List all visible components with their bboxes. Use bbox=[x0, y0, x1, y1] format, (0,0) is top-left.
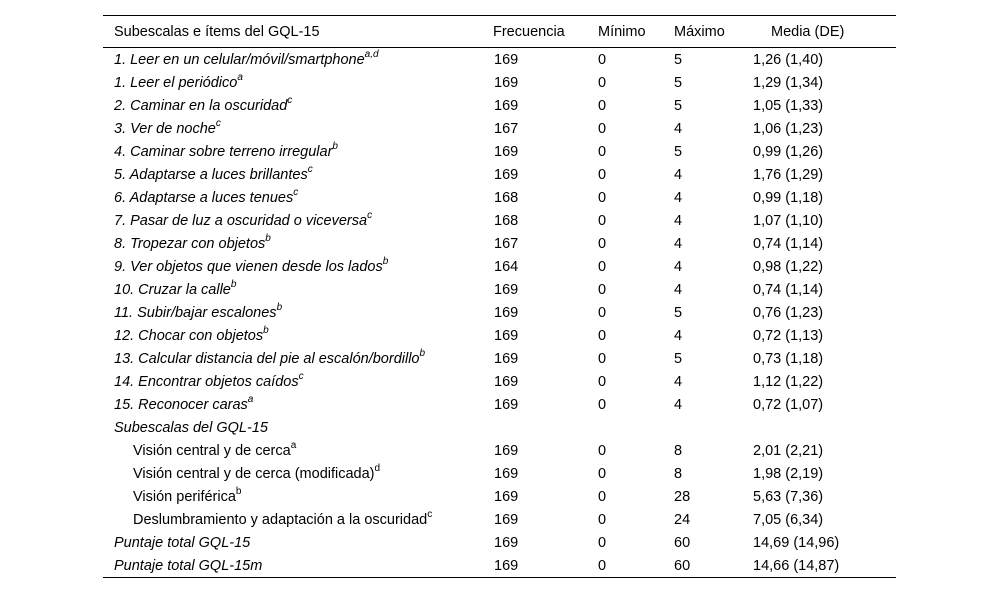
mean-sd-cell: 14,66 (14,87) bbox=[753, 554, 896, 578]
table-row bbox=[103, 48, 896, 72]
footnote-marker: c bbox=[287, 94, 293, 106]
table-row bbox=[103, 163, 896, 186]
table-row bbox=[103, 255, 896, 278]
max-cell: 28 bbox=[674, 488, 691, 505]
row-label-cell bbox=[103, 48, 491, 72]
mean-sd-cell: 0,73 (1,18) bbox=[753, 350, 824, 367]
min-cell: 0 bbox=[598, 327, 607, 344]
row-label-cell bbox=[103, 485, 491, 508]
mean-sd-cell: 0,74 (1,14) bbox=[753, 281, 824, 298]
min-cell: 0 bbox=[598, 120, 607, 137]
row-label: Visión central y de cerca (modificada) bbox=[133, 465, 375, 482]
row-label-cell bbox=[103, 324, 491, 347]
row-label: Visión central y de cerca bbox=[133, 442, 291, 459]
frequency-cell: 167 bbox=[494, 235, 519, 252]
max-cell: 5 bbox=[674, 51, 683, 68]
row-label-cell bbox=[103, 117, 491, 140]
max-cell: 24 bbox=[674, 511, 691, 528]
table-row bbox=[103, 140, 896, 163]
min-cell: 0 bbox=[598, 554, 674, 578]
mean-sd-cell: 1,05 (1,33) bbox=[753, 97, 824, 114]
table-row bbox=[103, 186, 896, 209]
mean-sd-cell: 1,98 (2,19) bbox=[753, 465, 824, 482]
frequency-cell: 169 bbox=[494, 281, 519, 298]
frequency-cell: 169 bbox=[491, 554, 598, 578]
frequency-cell: 167 bbox=[494, 120, 519, 137]
row-label: 15. Reconocer caras bbox=[114, 396, 248, 413]
min-cell: 0 bbox=[598, 465, 607, 482]
min-cell: 0 bbox=[598, 396, 607, 413]
table-row bbox=[103, 232, 896, 255]
row-label: 1. Leer el periódico bbox=[114, 74, 238, 91]
row-label-cell bbox=[103, 508, 491, 531]
min-cell: 0 bbox=[598, 235, 607, 252]
row-label-cell bbox=[103, 462, 491, 485]
mean-sd-cell bbox=[753, 416, 896, 439]
table-row bbox=[103, 393, 896, 416]
table-row bbox=[103, 209, 896, 232]
row-label-cell bbox=[103, 209, 491, 232]
footnote-marker: b bbox=[419, 347, 426, 359]
row-label: 9. Ver objetos que vienen desde los lados bbox=[114, 258, 383, 275]
footnote-marker: c bbox=[367, 209, 373, 221]
row-label-cell bbox=[103, 278, 491, 301]
frequency-cell: 169 bbox=[494, 396, 519, 413]
frequency-cell: 169 bbox=[494, 74, 519, 91]
row-label-cell bbox=[103, 255, 491, 278]
max-cell: 60 bbox=[674, 554, 753, 578]
table-row bbox=[103, 370, 896, 393]
frequency-cell: 169 bbox=[494, 465, 519, 482]
max-cell: 4 bbox=[674, 235, 683, 252]
max-cell: 5 bbox=[674, 350, 683, 367]
table-row bbox=[103, 278, 896, 301]
mean-sd-cell: 5,63 (7,36) bbox=[753, 488, 824, 505]
row-label: Visión periférica bbox=[133, 488, 236, 505]
footnote-marker: c bbox=[215, 117, 221, 129]
min-cell: 0 bbox=[598, 511, 607, 528]
min-cell: 0 bbox=[598, 304, 607, 321]
header-frequency: Frecuencia bbox=[491, 16, 598, 48]
table-body bbox=[103, 48, 896, 578]
mean-sd-cell: 7,05 (6,34) bbox=[753, 511, 824, 528]
header-max: Máximo bbox=[674, 16, 753, 48]
min-cell: 0 bbox=[598, 143, 607, 160]
table-row bbox=[103, 416, 896, 439]
footnote-marker: b bbox=[332, 140, 338, 152]
row-label: 3. Ver de noche bbox=[114, 120, 216, 137]
frequency-cell: 169 bbox=[494, 442, 519, 459]
table-row bbox=[103, 485, 896, 508]
row-label-cell bbox=[103, 347, 491, 370]
table-row bbox=[103, 117, 896, 140]
table-row bbox=[103, 94, 896, 117]
min-cell: 0 bbox=[598, 442, 607, 459]
footnote-marker: a bbox=[247, 393, 254, 405]
frequency-cell: 169 bbox=[494, 534, 519, 551]
row-label: 11. Subir/bajar escalones bbox=[114, 304, 277, 321]
table-row bbox=[103, 439, 896, 462]
frequency-cell: 169 bbox=[494, 166, 519, 183]
max-cell: 4 bbox=[674, 327, 683, 344]
mean-sd-cell: 1,76 (1,29) bbox=[753, 166, 824, 183]
min-cell: 0 bbox=[598, 74, 607, 91]
row-label-cell bbox=[103, 232, 491, 255]
max-cell: 60 bbox=[674, 534, 691, 551]
footnote-marker: b bbox=[382, 255, 389, 267]
frequency-cell: 169 bbox=[494, 97, 519, 114]
row-label: 2. Caminar en la oscuridad bbox=[114, 97, 288, 114]
max-cell: 4 bbox=[674, 258, 683, 275]
footnote-marker: a bbox=[237, 71, 243, 83]
mean-sd-cell: 0,98 (1,22) bbox=[753, 258, 824, 275]
row-label-cell bbox=[103, 531, 491, 554]
max-cell: 4 bbox=[674, 212, 683, 229]
frequency-cell: 169 bbox=[494, 488, 519, 505]
row-label-cell bbox=[103, 71, 491, 94]
row-label: 1. Leer en un celular/móvil/smartphone bbox=[114, 51, 365, 68]
min-cell: 0 bbox=[598, 534, 607, 551]
row-label: 12. Chocar con objetos bbox=[114, 327, 264, 344]
mean-sd-cell: 1,06 (1,23) bbox=[753, 120, 824, 137]
row-label: 6. Adaptarse a luces tenues bbox=[114, 189, 294, 206]
frequency-cell: 169 bbox=[494, 350, 519, 367]
frequency-cell: 169 bbox=[494, 373, 519, 390]
min-cell: 0 bbox=[598, 212, 607, 229]
row-label-cell bbox=[103, 301, 491, 324]
frequency-cell: 169 bbox=[494, 327, 519, 344]
max-cell: 4 bbox=[674, 120, 683, 137]
row-label: 14. Encontrar objetos caídos bbox=[114, 373, 299, 390]
frequency-cell: 169 bbox=[494, 143, 519, 160]
mean-sd-cell: 0,99 (1,18) bbox=[753, 189, 824, 206]
min-cell: 0 bbox=[598, 373, 607, 390]
row-label-cell bbox=[103, 393, 491, 416]
mean-sd-cell: 0,76 (1,23) bbox=[753, 304, 824, 321]
min-cell: 0 bbox=[598, 97, 607, 114]
header-min: Mínimo bbox=[598, 16, 674, 48]
footnote-marker: b bbox=[276, 301, 283, 313]
frequency-cell: 169 bbox=[494, 511, 519, 528]
max-cell: 8 bbox=[674, 442, 683, 459]
footnote-marker: a bbox=[290, 439, 297, 451]
row-label-cell bbox=[103, 94, 491, 117]
min-cell: 0 bbox=[598, 166, 607, 183]
row-label-cell bbox=[103, 416, 491, 439]
footnote-marker: b bbox=[265, 232, 271, 244]
max-cell: 4 bbox=[674, 281, 683, 298]
mean-sd-cell: 0,74 (1,14) bbox=[753, 235, 824, 252]
mean-sd-cell: 1,26 (1,40) bbox=[753, 51, 824, 68]
mean-sd-cell: 1,29 (1,34) bbox=[753, 74, 824, 91]
frequency-cell: 164 bbox=[494, 258, 519, 275]
footnote-marker: b bbox=[230, 278, 237, 290]
header-item: Subescalas e ítems del GQL-15 bbox=[103, 16, 491, 48]
mean-sd-cell: 0,99 (1,26) bbox=[753, 143, 824, 160]
min-cell: 0 bbox=[598, 51, 607, 68]
table-row bbox=[103, 71, 896, 94]
row-label-cell bbox=[103, 163, 491, 186]
row-label: Puntaje total GQL-15 bbox=[114, 534, 251, 551]
table-row bbox=[103, 531, 896, 554]
row-label: 4. Caminar sobre terreno irregular bbox=[114, 143, 333, 160]
frequency-cell: 168 bbox=[494, 189, 519, 206]
min-cell bbox=[598, 416, 674, 439]
table-row bbox=[103, 347, 896, 370]
min-cell: 0 bbox=[598, 350, 607, 367]
frequency-cell: 169 bbox=[494, 304, 519, 321]
footnote-marker: b bbox=[235, 485, 242, 497]
table-row bbox=[103, 508, 896, 531]
row-label: Deslumbramiento y adaptación a la oscuridad bbox=[133, 511, 428, 528]
row-label-cell bbox=[103, 140, 491, 163]
min-cell: 0 bbox=[598, 189, 607, 206]
mean-sd-cell: 1,12 (1,22) bbox=[753, 373, 824, 390]
min-cell: 0 bbox=[598, 488, 607, 505]
frequency-cell: 169 bbox=[494, 51, 519, 68]
gql15-table bbox=[103, 15, 896, 578]
max-cell: 4 bbox=[674, 396, 683, 413]
row-label: 13. Calcular distancia del pie al escalón/bordillo bbox=[114, 350, 420, 367]
row-label-cell bbox=[103, 554, 491, 578]
max-cell: 8 bbox=[674, 465, 683, 482]
row-label: 8. Tropezar con objetos bbox=[114, 235, 266, 252]
table-row bbox=[103, 301, 896, 324]
row-label: 7. Pasar de luz a oscuridad o viceversa bbox=[114, 212, 368, 229]
row-label-cell bbox=[103, 186, 491, 209]
footnote-marker: d bbox=[374, 462, 381, 474]
table-row bbox=[103, 324, 896, 347]
footnote-marker: a,d bbox=[364, 48, 379, 60]
row-label: Puntaje total GQL-15m bbox=[114, 557, 263, 574]
frequency-cell: 168 bbox=[494, 212, 519, 229]
table-row bbox=[103, 462, 896, 485]
row-label-cell bbox=[103, 370, 491, 393]
max-cell: 5 bbox=[674, 143, 683, 160]
footnote-marker: c bbox=[293, 186, 299, 198]
max-cell: 5 bbox=[674, 304, 683, 321]
mean-sd-cell: 0,72 (1,07) bbox=[753, 396, 824, 413]
min-cell: 0 bbox=[598, 258, 607, 275]
footnote-marker: c bbox=[298, 370, 304, 382]
header-row bbox=[103, 16, 896, 48]
header-mean-sd: Media (DE) bbox=[753, 16, 896, 48]
mean-sd-cell: 2,01 (2,21) bbox=[753, 442, 824, 459]
max-cell: 5 bbox=[674, 74, 683, 91]
table-row bbox=[103, 554, 896, 578]
footnote-marker: b bbox=[263, 324, 269, 336]
min-cell: 0 bbox=[598, 281, 607, 298]
max-cell: 4 bbox=[674, 166, 683, 183]
footnote-marker: c bbox=[427, 508, 433, 520]
frequency-cell bbox=[491, 416, 598, 439]
max-cell bbox=[674, 416, 753, 439]
row-label: 10. Cruzar la calle bbox=[114, 281, 231, 298]
mean-sd-cell: 0,72 (1,13) bbox=[753, 327, 824, 344]
max-cell: 4 bbox=[674, 189, 683, 206]
row-label-cell bbox=[103, 439, 491, 462]
mean-sd-cell: 14,69 (14,96) bbox=[753, 534, 840, 551]
footnote-marker: c bbox=[307, 163, 313, 175]
row-label: 5. Adaptarse a luces brillantes bbox=[114, 166, 308, 183]
row-label: Subescalas del GQL-15 bbox=[114, 419, 268, 436]
max-cell: 5 bbox=[674, 97, 683, 114]
max-cell: 4 bbox=[674, 373, 683, 390]
mean-sd-cell: 1,07 (1,10) bbox=[753, 212, 824, 229]
